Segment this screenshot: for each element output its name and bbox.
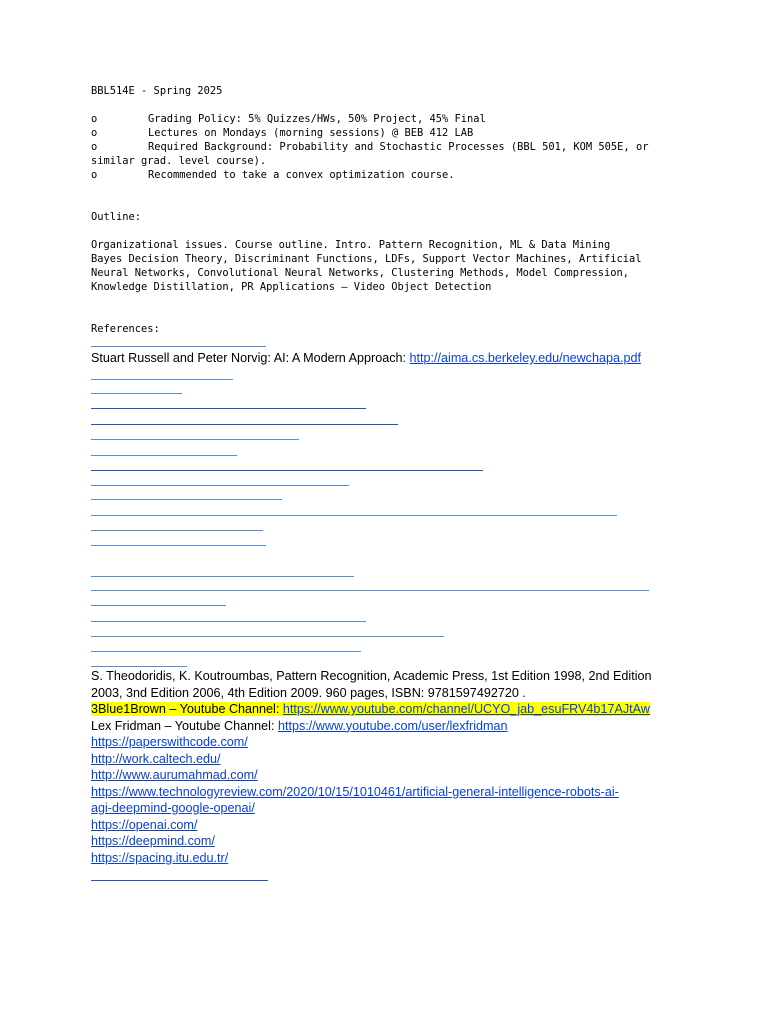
policy-text: Lectures on Mondays (morning sessions) @ BEB 412 LAB	[148, 127, 474, 139]
empty-link-line	[91, 636, 444, 637]
paperswithcode-link[interactable]: https://paperswithcode.com/	[91, 735, 248, 749]
deepmind-link[interactable]: https://deepmind.com/	[91, 834, 215, 848]
empty-link-line	[91, 530, 263, 531]
aima-link[interactable]: http://aima.cs.berkeley.edu/newchapa.pdf	[409, 351, 642, 365]
technologyreview-link[interactable]: https://www.technologyreview.com/2020/10/15/1010461/artificial-general-intelligence-robots-ai-	[91, 784, 619, 799]
lexfridman-link[interactable]: https://www.youtube.com/user/lexfridman	[277, 718, 508, 733]
policy-item	[91, 126, 691, 140]
empty-link-line	[91, 455, 237, 456]
reference-theodoridis-line: S. Theodoridis, K. Koutroumbas, Pattern Recognition, Academic Press, 1st Edition 1998, 2nd Edition	[91, 669, 652, 683]
bullet-mark: o	[91, 127, 98, 139]
outline-line: Knowledge Distillation, PR Applications – Video Object Detection	[91, 281, 492, 293]
reference-lexfridman	[91, 718, 691, 735]
empty-link-line	[91, 439, 299, 440]
empty-link-line	[91, 424, 398, 425]
reference-text: Stuart Russell and Peter Norvig: AI: A Modern Approach:	[91, 351, 410, 365]
openai-link[interactable]: https://openai.com/	[91, 817, 198, 832]
empty-link-line	[91, 545, 266, 546]
references-lower	[91, 668, 691, 866]
empty-link-line	[91, 499, 282, 500]
empty-link-line	[91, 346, 266, 347]
reference-theodoridis-line: 2003, 3nd Edition 2006, 4th Edition 2009. 960 pages, ISBN: 9781597492720 .	[91, 685, 526, 700]
bullet-mark: o	[91, 169, 98, 181]
reference-text: 3Blue1Brown – Youtube Channel:	[91, 702, 283, 716]
empty-link-line	[91, 621, 366, 622]
spacing-itu-link[interactable]: https://spacing.itu.edu.tr/	[91, 850, 229, 865]
course-header: BBL514E - Spring 2025	[91, 85, 223, 97]
empty-link-line	[91, 515, 617, 516]
reference-text: Lex Fridman – Youtube Channel:	[91, 718, 278, 733]
empty-link-line	[91, 576, 354, 577]
bullet-mark: o	[91, 141, 98, 153]
reference-russell	[91, 350, 641, 367]
empty-link-line	[91, 651, 361, 652]
empty-link-line	[91, 666, 187, 667]
empty-link-line	[91, 379, 233, 380]
policy-text: Recommended to take a convex optimization course.	[148, 169, 455, 181]
outline-line: Neural Networks, Convolutional Neural Networks, Clustering Methods, Model Compression,	[91, 267, 629, 279]
caltech-link[interactable]: http://work.caltech.edu/	[91, 751, 221, 766]
technologyreview-link-continuation[interactable]: agi-deepmind-google-openai/	[91, 801, 255, 815]
empty-link-line	[91, 485, 349, 486]
references-heading: References:	[91, 323, 160, 335]
empty-link-line	[91, 393, 182, 394]
policy-item	[91, 168, 691, 182]
policy-item	[91, 112, 691, 126]
outline-line: Organizational issues. Course outline. Intro. Pattern Recognition, ML & Data Mining	[91, 239, 611, 251]
empty-link-line	[91, 880, 268, 881]
policy-continuation: similar grad. level course).	[91, 155, 267, 167]
reference-3blue1brown	[91, 701, 691, 718]
bullet-mark: o	[91, 113, 98, 125]
policy-text: Required Background: Probability and Stochastic Processes (BBL 501, KOM 505E, or	[148, 141, 649, 153]
policy-text: Grading Policy: 5% Quizzes/HWs, 50% Project, 45% Final	[148, 113, 486, 125]
empty-link-line	[91, 605, 226, 606]
outline-line: Bayes Decision Theory, Discriminant Functions, LDFs, Support Vector Machines, Artificial	[91, 253, 642, 265]
empty-link-line	[91, 590, 649, 591]
aurumahmad-link[interactable]: http://www.aurumahmad.com/	[91, 768, 258, 782]
empty-link-line	[91, 470, 483, 471]
course-info	[91, 84, 691, 336]
policy-item	[91, 140, 691, 154]
outline-heading: Outline:	[91, 211, 142, 223]
3blue1brown-link[interactable]: https://www.youtube.com/channel/UCYO_jab_esuFRV4b17AJtAw	[282, 702, 650, 716]
empty-link-line	[91, 408, 366, 409]
